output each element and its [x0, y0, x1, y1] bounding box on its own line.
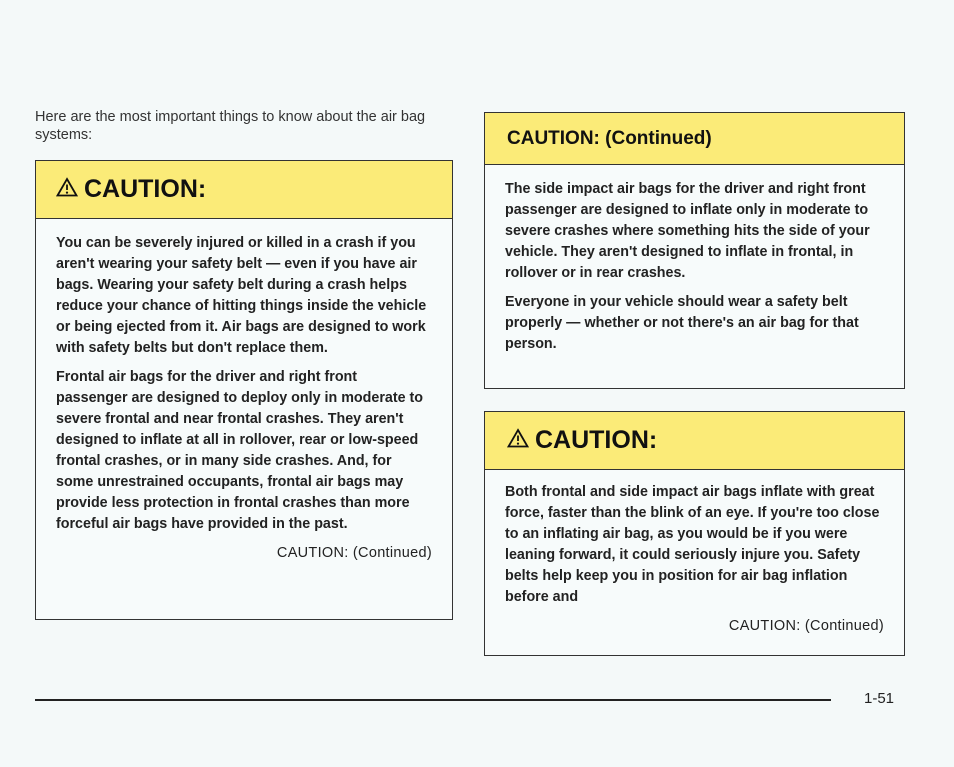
caution-paragraph: The side impact air bags for the driver and right front passenger are designed to inflate only in moderate to severe crashes where something hits the side of your vehicle. They aren't designed to inflate in frontal, in rollover or in rear crashes. [505, 181, 870, 281]
caution-continued-label: CAUTION: (Continued) [728, 618, 884, 634]
caution-header [36, 161, 452, 219]
caution-title: CAUTION: [535, 426, 658, 454]
caution-box-seatbelt [35, 160, 453, 620]
caution-header [485, 412, 904, 470]
warning-triangle-icon [56, 175, 78, 204]
caution-title: CAUTION: (Continued) [507, 127, 712, 149]
page-number: 1-51 [864, 690, 895, 707]
footer-rule [35, 699, 831, 701]
caution-paragraph: You can be severely injured or killed in a crash if you aren't wearing your safety belt — even if you have air bags. Wearing your safety belt during a crash helps reduce your chance of hitting things inside the vehicle or being ejected from it. Air bags are designed to work with safety belts but don't replace them. [56, 235, 427, 356]
caution-paragraph: Frontal air bags for the driver and right front passenger are designed to deploy only in moderate to severe frontal and near frontal crashes. They aren't designed to inflate at all in rollover, rear or low-speed frontal crashes, or in many side crashes. And, for some unrestrained occupants, frontal air bags may provide less protection in frontal crashes than more forceful air bags have provided in the past. [56, 369, 424, 532]
caution-paragraph: Everyone in your vehicle should wear a safety belt properly — whether or not there's an air bag for that person. [505, 294, 859, 352]
caution-title: CAUTION: [84, 175, 207, 203]
caution-body [36, 219, 452, 564]
caution-box-inflation-force [484, 411, 905, 656]
caution-body [485, 165, 904, 355]
caution-box-side-airbags [484, 112, 905, 389]
caution-body [485, 470, 904, 637]
caution-continued-label: CAUTION: (Continued) [276, 545, 432, 561]
warning-triangle-icon [507, 426, 529, 455]
caution-header [485, 113, 904, 165]
intro-text: Here are the most important things to know about the air bag systems: [35, 109, 426, 143]
caution-paragraph: Both frontal and side impact air bags inflate with great force, faster than the blink of an eye. If you're too close to an inflating air bag, as you would be if you were leaning forward, it could seriously injure you. Safety belts help keep you in position for air bag inflation before and [505, 484, 880, 605]
